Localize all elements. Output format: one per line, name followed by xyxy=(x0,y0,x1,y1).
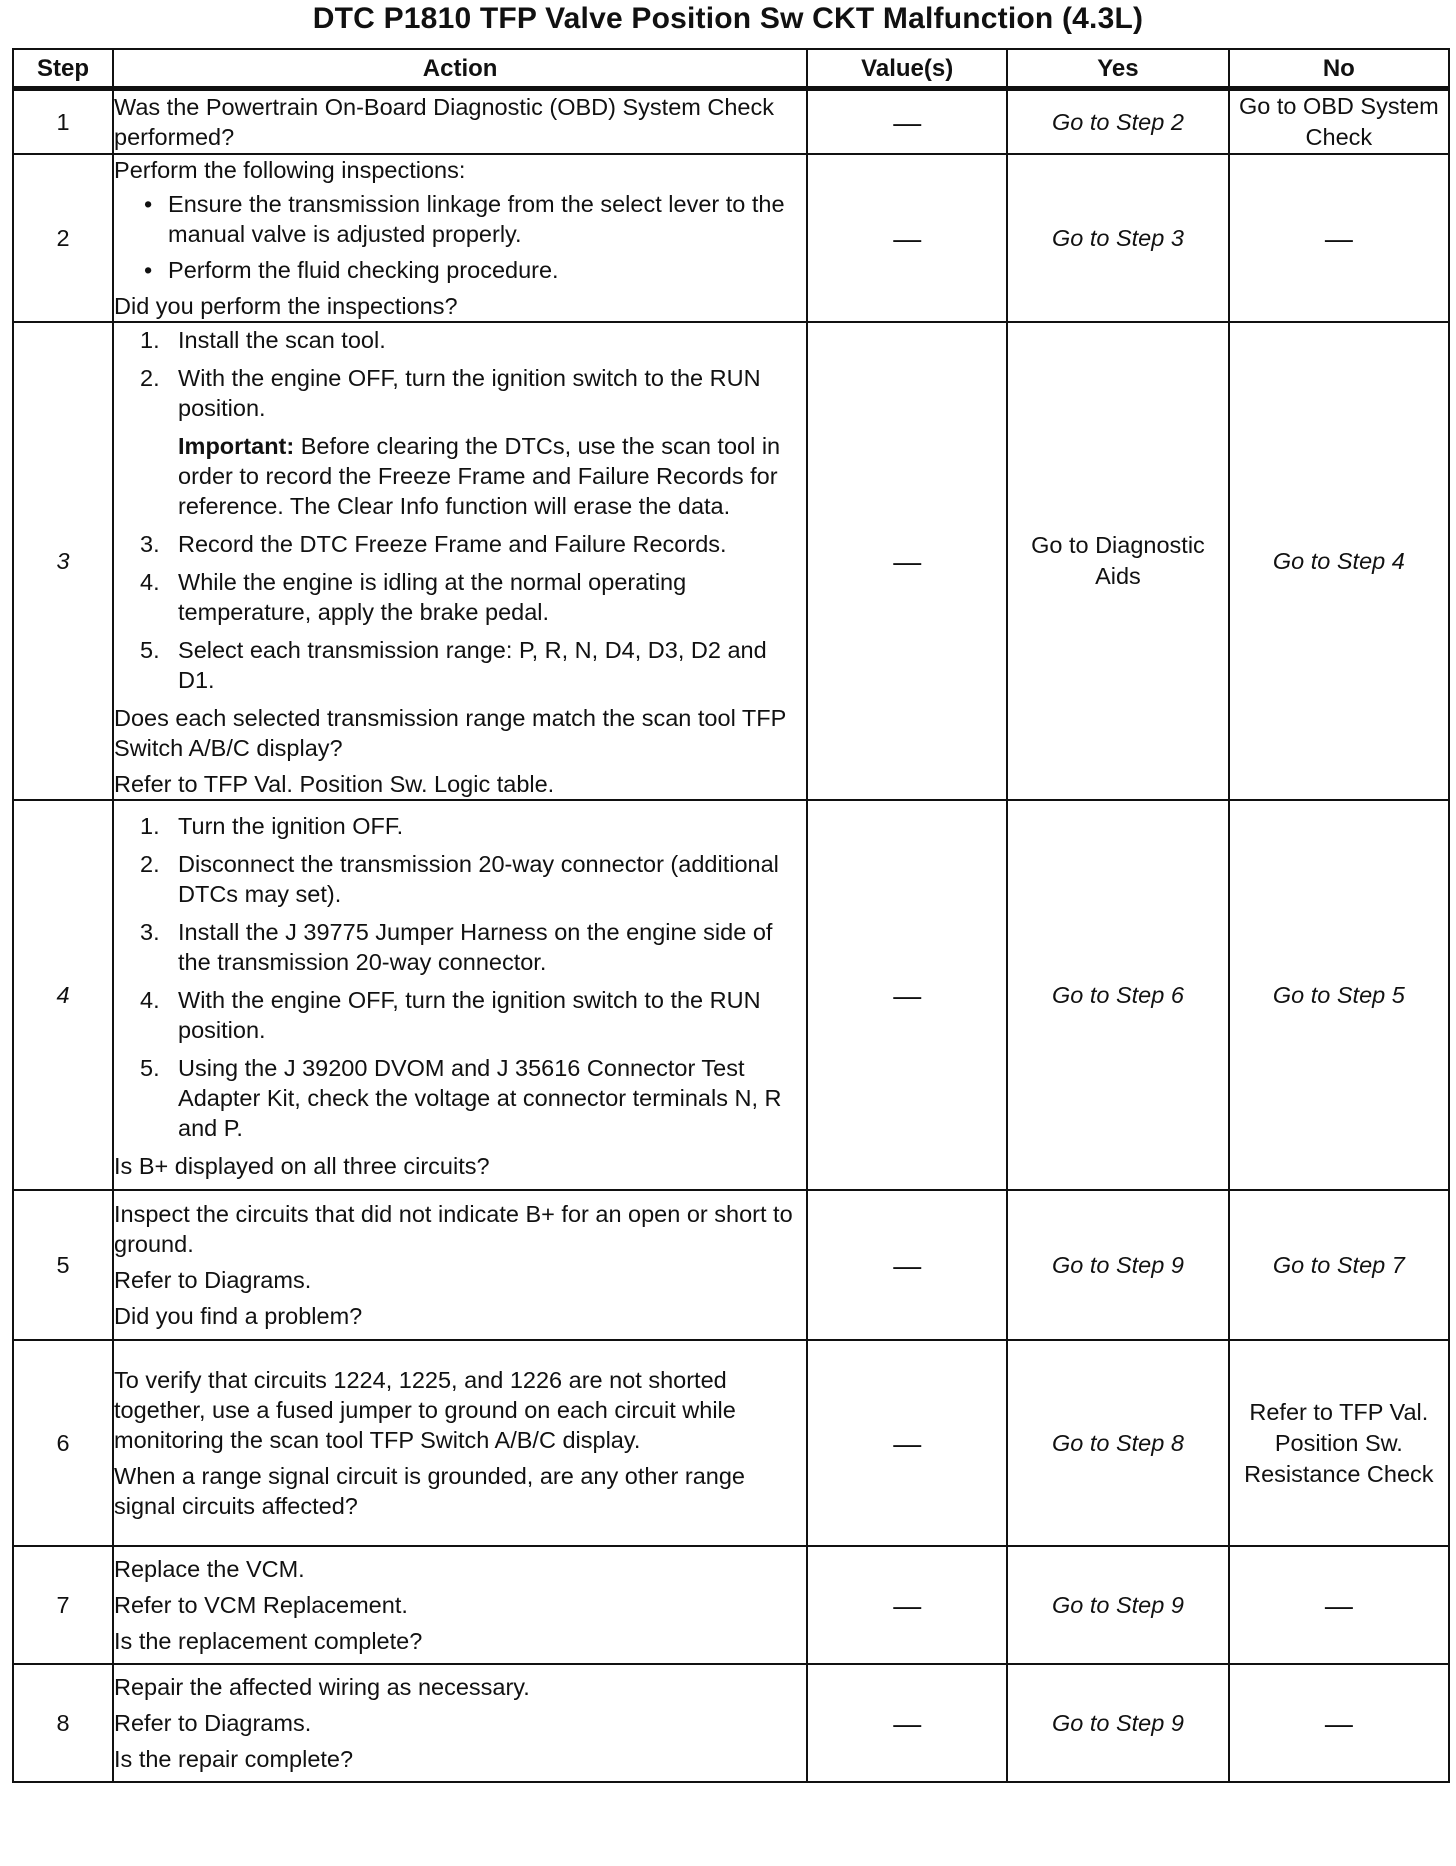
list-item: 4. With the engine OFF, turn the ignition switch to the RUN position. xyxy=(140,987,761,1043)
value-cell: — xyxy=(807,89,1007,155)
no-cell xyxy=(1229,1340,1449,1546)
yes-link[interactable]: Go to Step 2 xyxy=(1051,108,1184,135)
table-row xyxy=(13,1546,1449,1664)
yes-cell xyxy=(1007,1546,1228,1664)
list-item: 4. While the engine is idling at the normal operating temperature, apply the brake pedal. xyxy=(140,569,687,625)
value-cell: — xyxy=(807,800,1007,1190)
step-number: 8 xyxy=(13,1664,113,1782)
action-cell xyxy=(113,1546,807,1664)
action-reference: Refer to Diagrams. xyxy=(114,1267,312,1293)
no-link[interactable]: Go to Step 7 xyxy=(1272,1251,1405,1278)
step-number: 1 xyxy=(13,89,113,155)
bullet-item: • Perform the fluid checking procedure. xyxy=(168,255,806,285)
yes-cell xyxy=(1007,154,1228,322)
action-cell xyxy=(113,154,807,322)
action-intro: Perform the following inspections: xyxy=(114,157,466,183)
list-item: 1. Turn the ignition OFF. xyxy=(140,813,404,839)
list-item: 2. Disconnect the transmission 20-way connector (additional DTCs may set). xyxy=(140,851,779,907)
yes-cell xyxy=(1007,1664,1228,1782)
step-number: 3 xyxy=(13,322,113,800)
action-reference: Refer to VCM Replacement. xyxy=(114,1592,408,1618)
no-cell xyxy=(1229,89,1449,155)
header-values: Value(s) xyxy=(807,49,1007,89)
yes-cell xyxy=(1007,1340,1228,1546)
action-cell xyxy=(113,1190,807,1340)
list-item: 5. Select each transmission range: P, R, N, D4, D3, D2 and D1. xyxy=(140,637,767,693)
yes-cell xyxy=(1007,800,1228,1190)
action-text: Repair the affected wiring as necessary. xyxy=(114,1674,530,1700)
step-number: 7 xyxy=(13,1546,113,1664)
value-cell: — xyxy=(807,1340,1007,1546)
important-note: Important: Before clearing the DTCs, use the scan tool in order to record the Freeze Frame and Failure Records for reference. The Clear Info function will erase the data. xyxy=(178,433,781,519)
list-item: 1. Install the scan tool. xyxy=(140,327,386,353)
action-question: Did you perform the inspections? xyxy=(114,293,458,319)
no-cell xyxy=(1229,1190,1449,1340)
table-row xyxy=(13,1190,1449,1340)
step-number: 4 xyxy=(13,800,113,1190)
list-item: 3. Install the J 39775 Jumper Harness on the engine side of the transmission 20-way connector. xyxy=(140,919,773,975)
no-cell xyxy=(1229,322,1449,800)
header-row xyxy=(13,49,1449,89)
action-question: When a range signal circuit is grounded, are any other range signal circuits affected? xyxy=(114,1463,745,1519)
action-cell xyxy=(113,322,807,800)
no-link[interactable]: Go to Step 4 xyxy=(1272,547,1405,574)
no-link[interactable]: Refer to TFP Val. Position Sw. Resistance Check xyxy=(1244,1398,1434,1487)
action-question: Is B+ displayed on all three circuits? xyxy=(114,1153,490,1179)
page-title: DTC P1810 TFP Valve Position Sw CKT Malfunction (4.3L) xyxy=(312,2,1144,35)
action-cell xyxy=(113,1664,807,1782)
table-row xyxy=(13,1664,1449,1782)
no-cell xyxy=(1229,800,1449,1190)
value-cell: — xyxy=(807,154,1007,322)
yes-cell xyxy=(1007,89,1228,155)
list-item: 2. With the engine OFF, turn the ignition switch to the RUN position. xyxy=(140,365,761,421)
table-row xyxy=(13,89,1449,155)
yes-cell xyxy=(1007,322,1228,800)
no-link[interactable]: Go to OBD System Check xyxy=(1238,93,1439,150)
no-cell: — xyxy=(1229,1546,1449,1664)
yes-link[interactable]: Go to Step 3 xyxy=(1051,224,1184,251)
table-row xyxy=(13,1340,1449,1546)
value-cell: — xyxy=(807,1546,1007,1664)
bullet-list xyxy=(114,189,806,285)
yes-link[interactable]: Go to Step 6 xyxy=(1051,981,1184,1008)
numbered-list xyxy=(114,811,806,1143)
step-number: 5 xyxy=(13,1190,113,1340)
action-text: Replace the VCM. xyxy=(114,1556,305,1582)
header-action: Action xyxy=(113,49,807,89)
step-number: 6 xyxy=(13,1340,113,1546)
yes-link[interactable]: Go to Step 8 xyxy=(1051,1429,1184,1456)
action-question: Is the replacement complete? xyxy=(114,1628,423,1654)
step-number: 2 xyxy=(13,154,113,322)
action-text: Was the Powertrain On-Board Diagnostic (OBD) System Check performed? xyxy=(114,94,774,150)
value-cell: — xyxy=(807,322,1007,800)
action-reference: Refer to TFP Val. Position Sw. Logic table. xyxy=(114,771,555,797)
no-cell: — xyxy=(1229,154,1449,322)
yes-cell xyxy=(1007,1190,1228,1340)
diagnostic-table xyxy=(12,48,1450,1783)
header-step: Step xyxy=(13,49,113,89)
action-question: Did you find a problem? xyxy=(114,1303,363,1329)
action-question: Does each selected transmission range match the scan tool TFP Switch A/B/C display? xyxy=(114,705,786,761)
action-reference: Refer to Diagrams. xyxy=(114,1710,312,1736)
table-row xyxy=(13,154,1449,322)
yes-link[interactable]: Go to Step 9 xyxy=(1051,1709,1184,1736)
value-cell: — xyxy=(807,1190,1007,1340)
action-cell xyxy=(113,1340,807,1546)
action-cell xyxy=(113,89,807,155)
action-cell xyxy=(113,800,807,1190)
numbered-list xyxy=(114,529,806,695)
bullet-item: • Ensure the transmission linkage from the select lever to the manual valve is adjusted properly. xyxy=(168,189,806,249)
yes-link[interactable]: Go to Diagnostic Aids xyxy=(1031,532,1205,589)
list-item: 3. Record the DTC Freeze Frame and Failure Records. xyxy=(140,531,727,557)
no-link[interactable]: Go to Step 5 xyxy=(1272,981,1405,1008)
no-cell: — xyxy=(1229,1664,1449,1782)
yes-link[interactable]: Go to Step 9 xyxy=(1051,1591,1184,1618)
table-row xyxy=(13,800,1449,1190)
yes-link[interactable]: Go to Step 9 xyxy=(1051,1251,1184,1278)
header-yes: Yes xyxy=(1007,49,1228,89)
table-row xyxy=(13,322,1449,800)
action-text: Inspect the circuits that did not indicate B+ for an open or short to ground. xyxy=(114,1201,793,1257)
value-cell: — xyxy=(807,1664,1007,1782)
action-text: To verify that circuits 1224, 1225, and 1226 are not shorted together, use a fused jumper to ground on each circuit while monitoring the scan tool TFP Switch A/B/C display. xyxy=(114,1367,736,1453)
action-question: Is the repair complete? xyxy=(114,1746,354,1772)
list-item: 5. Using the J 39200 DVOM and J 35616 Connector Test Adapter Kit, check the voltage at connector terminals N, R and P. xyxy=(140,1055,782,1141)
header-no: No xyxy=(1229,49,1449,89)
numbered-list xyxy=(114,325,806,423)
